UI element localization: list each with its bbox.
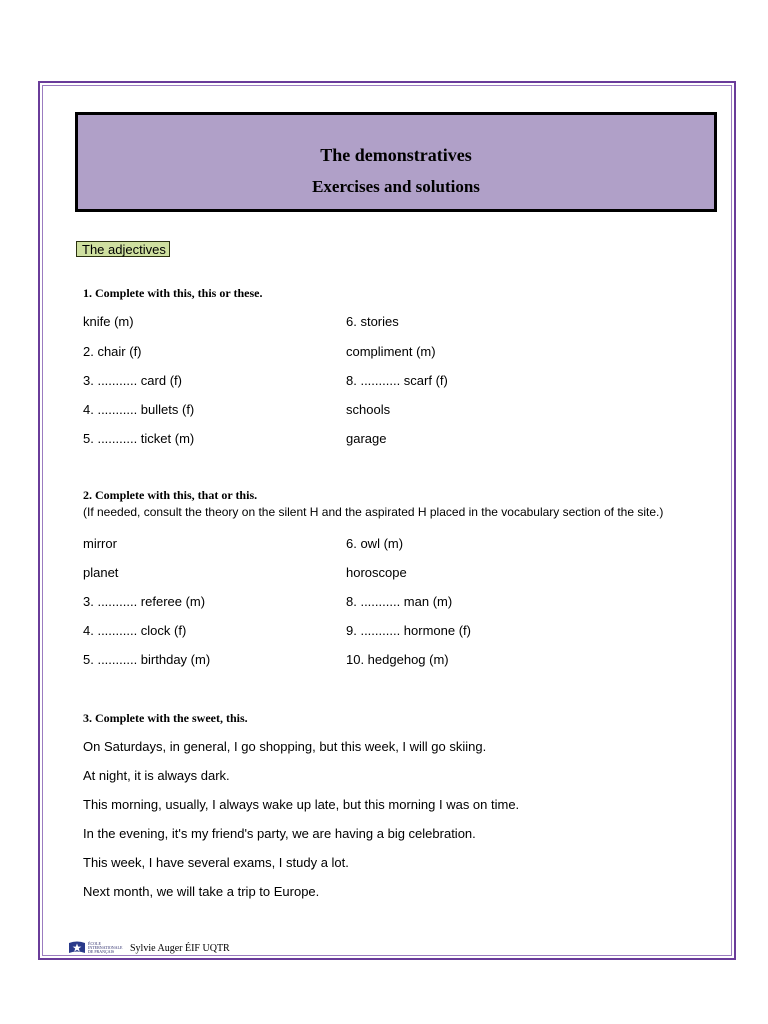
ex1-right-item: garage <box>346 431 387 446</box>
ex3-sentence: This week, I have several exams, I study a lot. <box>83 855 349 870</box>
ex2-left-item: 4. ........... clock (f) <box>83 623 187 638</box>
ex1-right-item: schools <box>346 402 391 417</box>
ex1-left-item: 5. ........... ticket (m) <box>83 431 195 446</box>
ex1-left-item: knife (m) <box>83 314 134 329</box>
logo-text: ÉCOLE INTERNATIONALE DE FRANÇAIS <box>88 941 123 954</box>
ex2-left-item: mirror <box>83 536 117 551</box>
title-box <box>75 112 717 212</box>
ex2-left-item: 3. ........... referee (m) <box>83 594 206 609</box>
ex1-right-item: 8. ........... scarf (f) <box>346 373 448 388</box>
ex1-right-item: 6. stories <box>346 314 399 329</box>
ex1-left-item: 3. ........... card (f) <box>83 373 182 388</box>
school-logo <box>68 940 122 956</box>
ex2-right-item: 8. ........... man (m) <box>346 594 453 609</box>
ex3-sentence: On Saturdays, in general, I go shopping, but this week, I will go skiing. <box>83 739 487 754</box>
exercise-1-heading: 1. Complete with this, this or these. <box>83 286 263 300</box>
exercise-2-heading: 2. Complete with this, that or this. <box>83 488 258 502</box>
ex2-left-item: 5. ........... birthday (m) <box>83 652 211 667</box>
ex2-left-item: planet <box>83 565 119 580</box>
ex1-left-item: 2. chair (f) <box>83 344 142 359</box>
star-flag-icon <box>68 940 86 956</box>
ex3-sentence: Next month, we will take a trip to Europe. <box>83 884 320 899</box>
ex3-sentence: In the evening, it's my friend's party, we are having a big celebration. <box>83 826 476 841</box>
page-title: The demonstratives <box>320 145 472 165</box>
footer <box>68 938 230 958</box>
exercise-2-note: (If needed, consult the theory on the silent H and the aspirated H placed in the vocabulary section of the site.) <box>83 505 664 519</box>
ex1-right-item: compliment (m) <box>346 344 436 359</box>
footer-author: Sylvie Auger ÉIF UQTR <box>130 942 230 954</box>
exercise-3-heading: 3. Complete with the sweet, this. <box>83 711 248 725</box>
section-tag: The adjectives <box>76 241 170 257</box>
page-subtitle: Exercises and solutions <box>312 177 480 196</box>
ex2-right-item: 9. ........... hormone (f) <box>346 623 471 638</box>
ex1-left-item: 4. ........... bullets (f) <box>83 402 195 417</box>
ex2-right-item: 6. owl (m) <box>346 536 404 551</box>
ex3-sentence: At night, it is always dark. <box>83 768 230 783</box>
ex3-sentence: This morning, usually, I always wake up late, but this morning I was on time. <box>83 797 520 812</box>
ex2-right-item: 10. hedgehog (m) <box>346 652 449 667</box>
ex2-right-item: horoscope <box>346 565 407 580</box>
